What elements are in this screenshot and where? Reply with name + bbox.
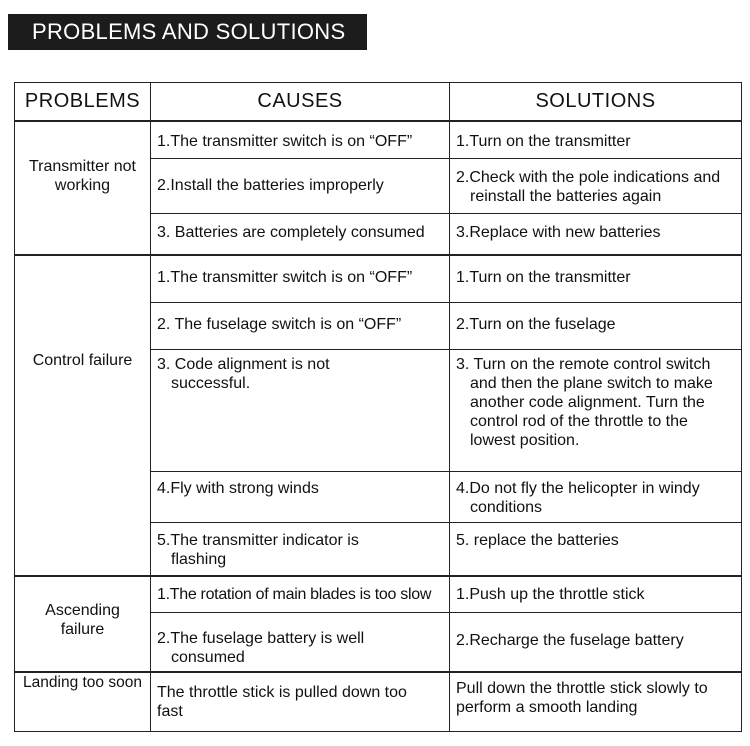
section-title-banner	[8, 14, 367, 50]
table-row	[15, 576, 742, 613]
solution-cell: 1.Push up the throttle stick	[450, 576, 742, 613]
cause-cell: 3. Batteries are completely consumed	[151, 214, 450, 255]
problem-cell-ascending: Ascending failure	[15, 576, 151, 672]
solution-cell: Pull down the throttle stick slowly to perform a smooth landing	[450, 672, 742, 732]
cause-cell: 2. The fuselage switch is on “OFF”	[151, 303, 450, 350]
troubleshooting-table	[14, 82, 742, 732]
table-row	[15, 255, 742, 303]
cause-cell: 1.The transmitter switch is on “OFF”	[151, 255, 450, 303]
cause-cell: 4.Fly with strong winds	[151, 472, 450, 523]
column-header-solutions: SOLUTIONS	[450, 83, 742, 121]
solution-cell: 3. Turn on the remote control switch and then the plane switch to make another code alignment. Turn the control rod of the throttle to the lowest position.	[450, 350, 742, 472]
cause-cell: 1.The transmitter switch is on “OFF”	[151, 121, 450, 159]
cause-cell: The throttle stick is pulled down too fast	[151, 672, 450, 732]
problem-cell-landing: Landing too soon	[15, 672, 151, 732]
solution-cell: 3.Replace with new batteries	[450, 214, 742, 255]
solution-cell: 2.Check with the pole indications and reinstall the batteries again	[450, 159, 742, 214]
column-header-problems: PROBLEMS	[15, 83, 151, 121]
problem-cell-control: Control failure	[15, 255, 151, 576]
solution-cell: 4.Do not fly the helicopter in windy conditions	[450, 472, 742, 523]
solution-cell: 2.Turn on the fuselage	[450, 303, 742, 350]
cause-cell: 2.The fuselage battery is well consumed	[151, 613, 450, 672]
cause-cell: 1.The rotation of main blades is too slow	[151, 576, 450, 613]
cause-cell: 5.The transmitter indicator is flashing	[151, 523, 450, 576]
section-title: PROBLEMS AND SOLUTIONS	[32, 19, 346, 44]
solution-cell: 5. replace the batteries	[450, 523, 742, 576]
problem-cell-transmitter: Transmitter not working	[15, 121, 151, 255]
cause-cell: 3. Code alignment is not successful.	[151, 350, 450, 472]
cause-cell: 2.Install the batteries improperly	[151, 159, 450, 214]
column-header-causes: CAUSES	[151, 83, 450, 121]
solution-cell: 1.Turn on the transmitter	[450, 255, 742, 303]
table-row	[15, 121, 742, 159]
solution-cell: 2.Recharge the fuselage battery	[450, 613, 742, 672]
solution-cell: 1.Turn on the transmitter	[450, 121, 742, 159]
table-row	[15, 672, 742, 732]
table-header-row	[15, 83, 742, 121]
